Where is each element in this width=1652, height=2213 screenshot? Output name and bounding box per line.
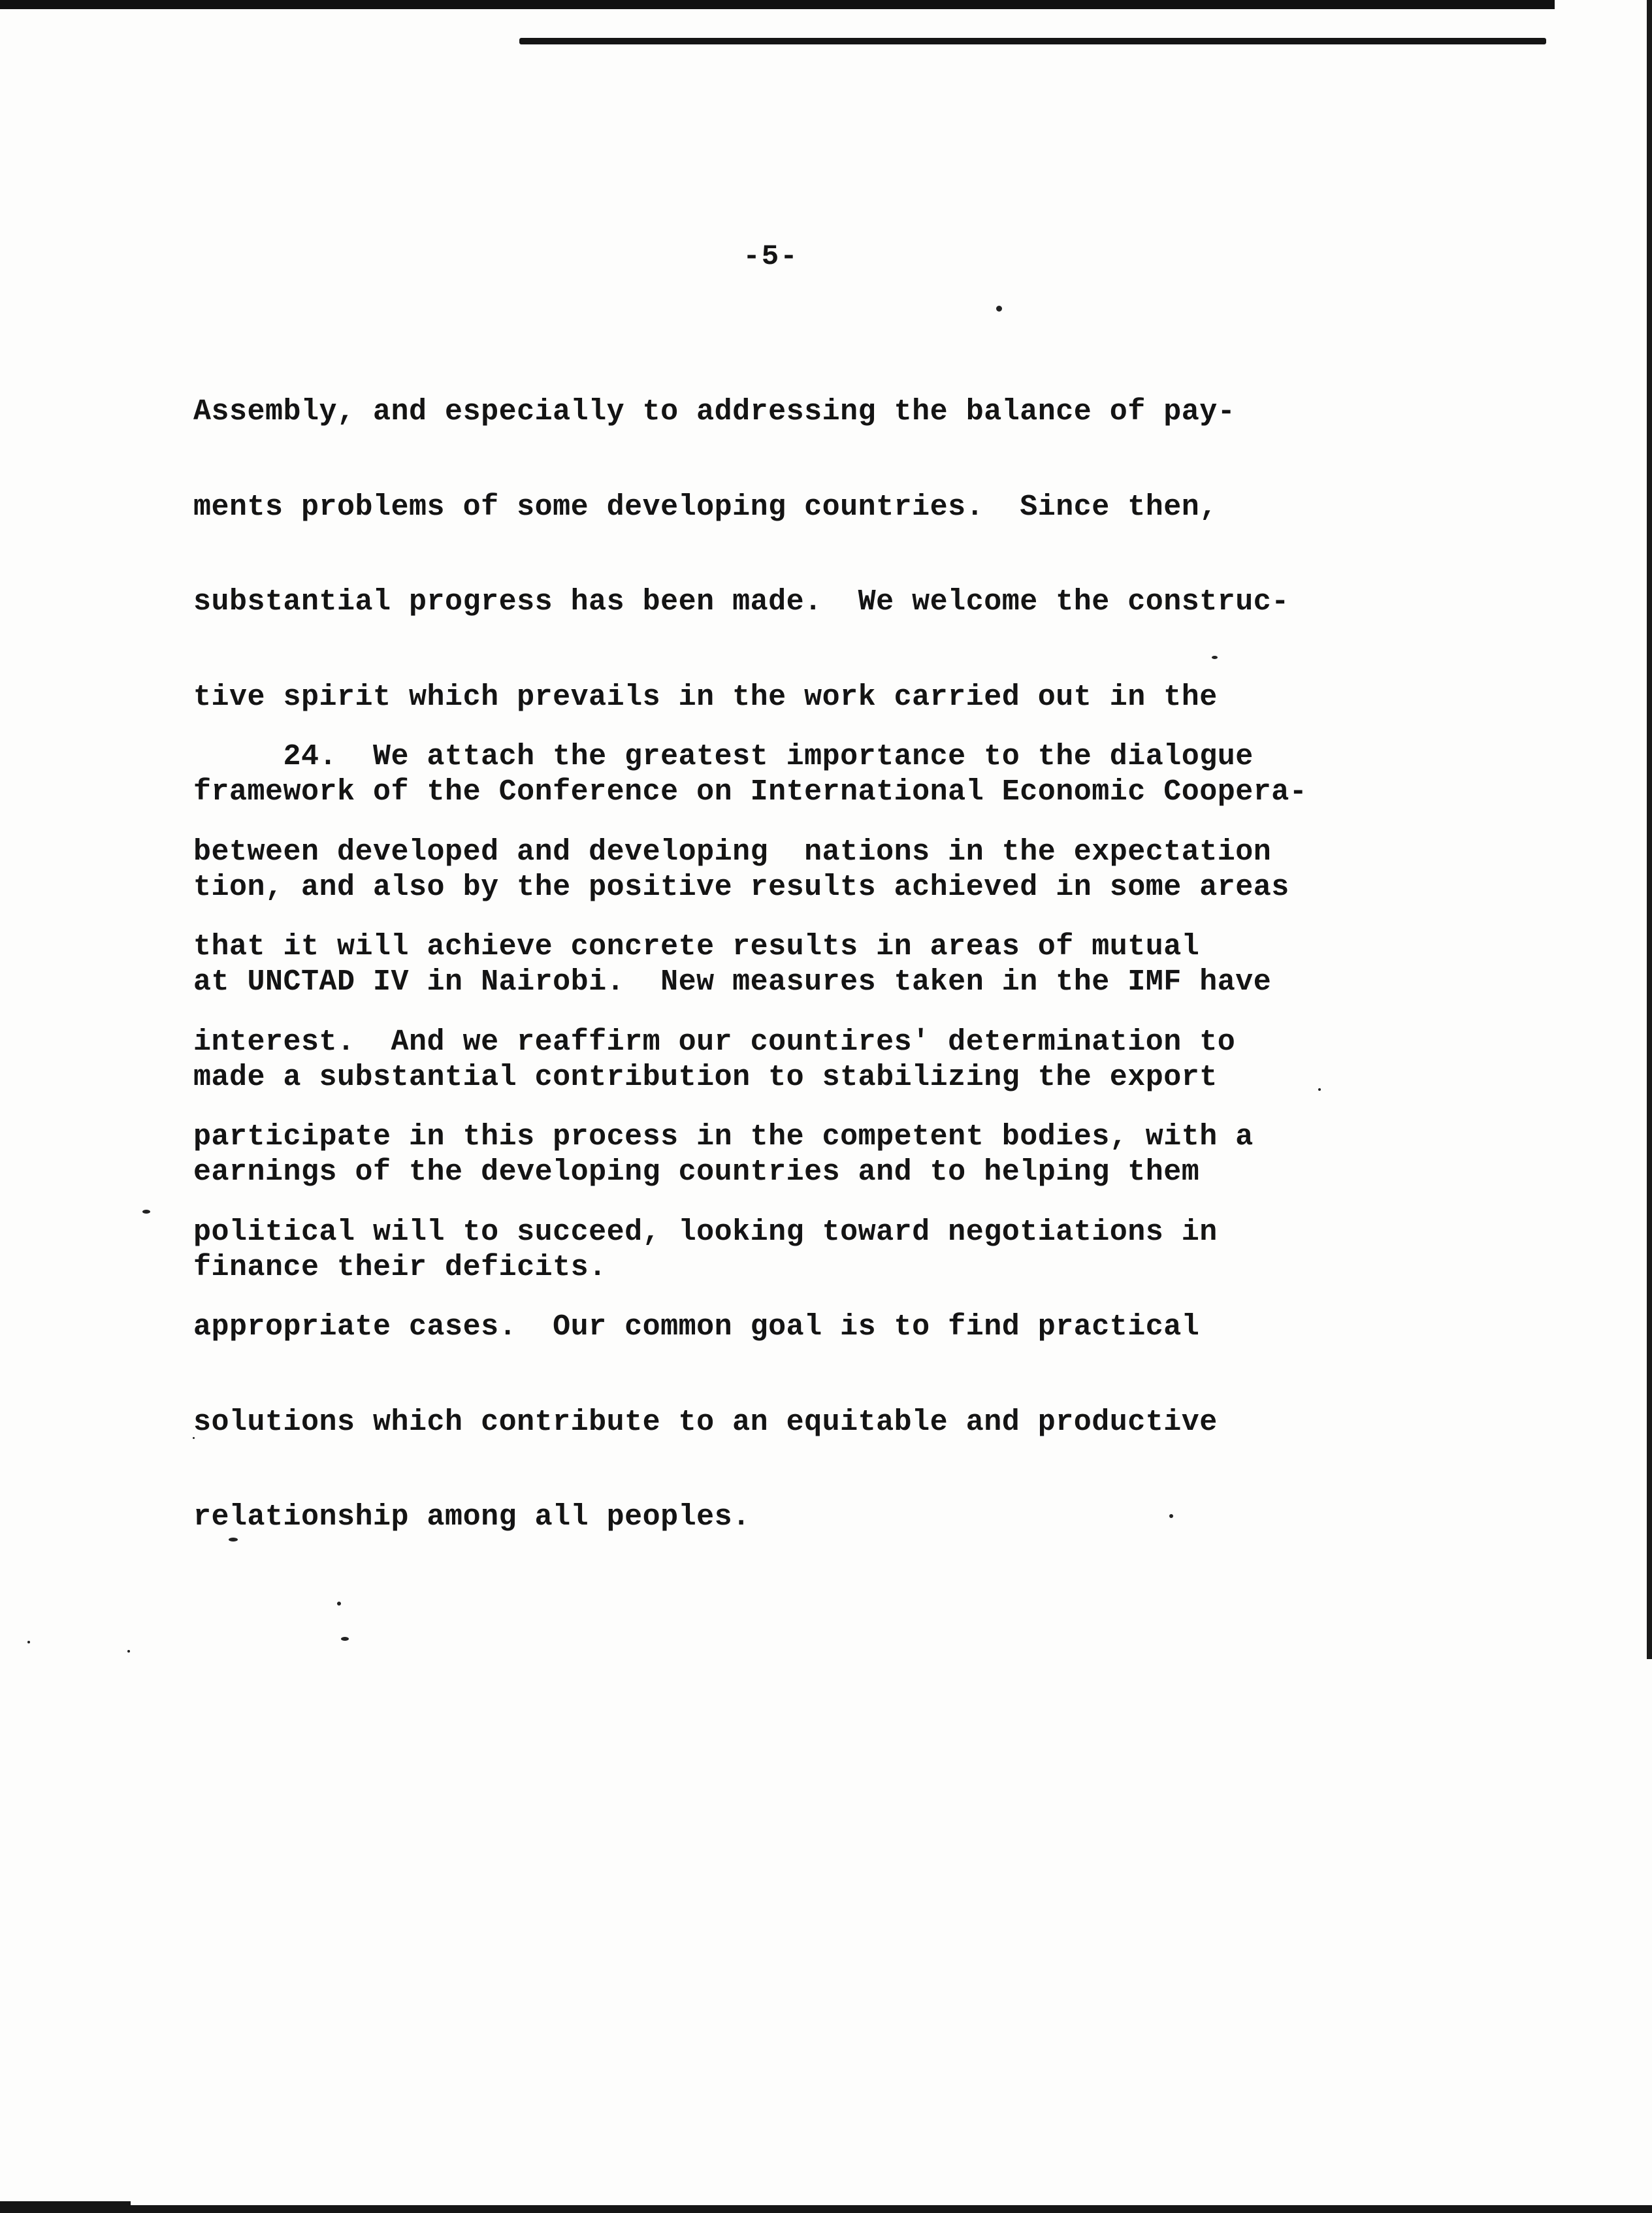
scan-right-edge [1647, 0, 1652, 1659]
scan-speck [337, 1602, 341, 1606]
scan-bottom-edge [0, 2205, 1652, 2213]
paragraph-line: between developed and developing nations in the expectation [193, 835, 1272, 869]
paragraph-line: appropriate cases. Our common goal is to find practical [193, 1310, 1200, 1344]
paragraph-line: finance their deficits. [193, 1250, 607, 1284]
scan-speck [1318, 1088, 1321, 1091]
scan-bottom-edge-mark [0, 2201, 131, 2205]
paragraph-line: tion, and also by the positive results achieved in some areas [193, 870, 1289, 904]
paragraph-line: interest. And we reaffirm our countires' determination to [193, 1025, 1236, 1059]
body-paragraph-24 [193, 678, 1271, 1597]
scan-top-edge [0, 0, 1555, 9]
scan-speck [27, 1641, 30, 1643]
paragraph-line: relationship among all peoples. [193, 1500, 751, 1534]
paragraph-line: substantial progress has been made. We welcome the construc- [193, 585, 1289, 619]
paragraph-line: earnings of the developing countries and to helping them [193, 1155, 1200, 1189]
paragraph-line: solutions which contribute to an equitable and productive [193, 1405, 1218, 1439]
paragraph-line: ments problems of some developing countries. Since then, [193, 490, 1218, 524]
header-rule [519, 38, 1546, 44]
scan-speck [142, 1210, 150, 1214]
paragraph-line: at UNCTAD IV in Nairobi. New measures taken in the IMF have [193, 965, 1272, 999]
paragraph-line: framework of the Conference on International Economic Coopera- [193, 775, 1308, 809]
paragraph-line: political will to succeed, looking toward negotiations in [193, 1215, 1218, 1249]
paragraph-line: tive spirit which prevails in the work carried out in the [193, 680, 1218, 714]
paragraph-line: that it will achieve concrete results in areas of mutual [193, 930, 1200, 963]
paragraph-line: made a substantial contribution to stabilizing the export [193, 1060, 1218, 1094]
scan-speck [341, 1637, 349, 1641]
scan-speck [127, 1650, 130, 1653]
paragraph-line: 24. We attach the greatest importance to the dialogue [193, 740, 1254, 773]
page-number: -5- [743, 240, 799, 273]
paragraph-line: participate in this process in the competent bodies, with a [193, 1120, 1254, 1154]
paragraph-line: Assembly, and especially to addressing the balance of pay- [193, 395, 1236, 428]
scan-speck [996, 306, 1002, 312]
